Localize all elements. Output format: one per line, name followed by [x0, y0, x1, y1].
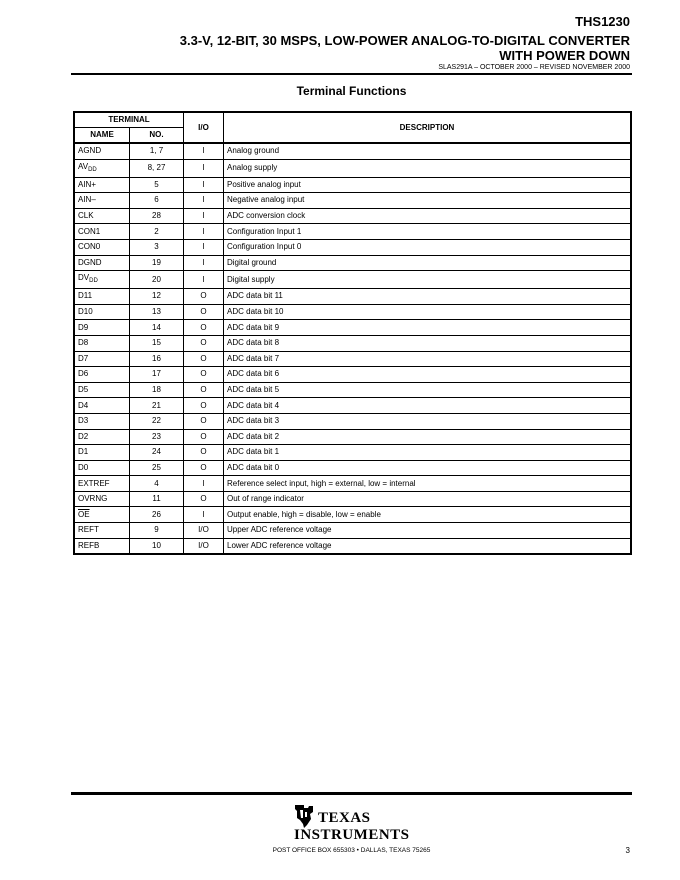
terminal-number: 26: [130, 507, 184, 523]
table-row: [74, 351, 631, 367]
terminal-io: O: [184, 491, 224, 507]
table-row: [74, 382, 631, 398]
terminal-name: $AV_{DD}$: [74, 159, 130, 177]
terminal-description: Configuration Input 1: [224, 224, 632, 240]
ti-logo-icon: [292, 803, 316, 829]
footer-address: POST OFFICE BOX 655303 • DALLAS, TEXAS 75265: [272, 847, 431, 854]
table-row: [74, 304, 631, 320]
terminal-description: ADC data bit 5: [224, 382, 632, 398]
terminal-number: 22: [130, 413, 184, 429]
terminal-name: D6: [74, 367, 130, 383]
table-row: [74, 460, 631, 476]
terminal-number: 18: [130, 382, 184, 398]
table-row: [74, 224, 631, 240]
terminal-name: $DV_{DD}$: [74, 271, 130, 289]
terminal-description: Upper ADC reference voltage: [224, 523, 632, 539]
terminal-number: 17: [130, 367, 184, 383]
terminal-name: D10: [74, 304, 130, 320]
terminal-name: CON1: [74, 224, 130, 240]
terminal-name: D1: [74, 445, 130, 461]
terminal-description: ADC data bit 0: [224, 460, 632, 476]
terminal-description: ADC conversion clock: [224, 208, 632, 224]
table-row: [74, 177, 631, 193]
terminal-io: O: [184, 429, 224, 445]
table-row: [74, 523, 631, 539]
terminal-description: ADC data bit 7: [224, 351, 632, 367]
terminal-group-header: TERMINAL: [74, 112, 184, 128]
terminal-number: 19: [130, 255, 184, 271]
table-row: [74, 271, 631, 289]
terminal-number: 24: [130, 445, 184, 461]
logo-text-instruments: INSTRUMENTS: [294, 827, 410, 843]
terminal-description: ADC data bit 8: [224, 335, 632, 351]
terminal-io: I: [184, 507, 224, 523]
terminal-name: AGND: [74, 143, 130, 159]
terminal-description: ADC data bit 1: [224, 445, 632, 461]
number-column-header: NO.: [130, 128, 184, 144]
terminal-io: I: [184, 208, 224, 224]
footer-rule: [71, 792, 632, 795]
terminal-number: 11: [130, 491, 184, 507]
terminal-name: REFB: [74, 538, 130, 554]
terminal-description: Analog supply: [224, 159, 632, 177]
terminal-number: 2: [130, 224, 184, 240]
terminal-name: D8: [74, 335, 130, 351]
table-body: [74, 143, 631, 554]
terminal-number: 13: [130, 304, 184, 320]
terminal-io: I: [184, 239, 224, 255]
terminal-io: O: [184, 382, 224, 398]
terminal-io: I/O: [184, 523, 224, 539]
terminal-io: O: [184, 413, 224, 429]
terminal-name: D7: [74, 351, 130, 367]
terminal-name: CLK: [74, 208, 130, 224]
terminal-name: OVRNG: [74, 491, 130, 507]
terminal-number: 25: [130, 460, 184, 476]
terminal-io: O: [184, 304, 224, 320]
terminal-number: 1, 7: [130, 143, 184, 159]
terminal-name: DGND: [74, 255, 130, 271]
part-number: THS1230: [575, 14, 630, 29]
terminal-name: $\overline{OE}$: [74, 507, 130, 523]
terminal-number: 21: [130, 398, 184, 414]
description-column-header: DESCRIPTION: [224, 112, 632, 143]
terminal-io: I/O: [184, 538, 224, 554]
terminal-io: O: [184, 460, 224, 476]
terminal-number: 12: [130, 289, 184, 305]
terminal-name: D4: [74, 398, 130, 414]
terminal-io: I: [184, 177, 224, 193]
terminal-description: Negative analog input: [224, 193, 632, 209]
table-row: [74, 398, 631, 414]
terminal-number: 9: [130, 523, 184, 539]
terminal-description: Positive analog input: [224, 177, 632, 193]
table-row: [74, 476, 631, 492]
terminal-description: Out of range indicator: [224, 491, 632, 507]
table-row: [74, 335, 631, 351]
terminal-description: Digital ground: [224, 255, 632, 271]
terminal-io: O: [184, 398, 224, 414]
terminal-name: D11: [74, 289, 130, 305]
terminal-io: I: [184, 476, 224, 492]
table-row: [74, 289, 631, 305]
terminal-number: 23: [130, 429, 184, 445]
terminal-number: 5: [130, 177, 184, 193]
table-row: [74, 143, 631, 159]
terminal-functions-table: [73, 111, 632, 555]
terminal-description: ADC data bit 11: [224, 289, 632, 305]
terminal-name: D9: [74, 320, 130, 336]
document-title-line2: WITH POWER DOWN: [499, 48, 630, 63]
terminal-description: Analog ground: [224, 143, 632, 159]
terminal-io: O: [184, 320, 224, 336]
table-row: [74, 491, 631, 507]
table-row: [74, 445, 631, 461]
terminal-name: D2: [74, 429, 130, 445]
terminal-number: 4: [130, 476, 184, 492]
table-row: [74, 413, 631, 429]
terminal-name: REFT: [74, 523, 130, 539]
terminal-name: CON0: [74, 239, 130, 255]
terminal-number: 14: [130, 320, 184, 336]
terminal-number: 6: [130, 193, 184, 209]
table-row: [74, 159, 631, 177]
terminal-name: AIN+: [74, 177, 130, 193]
terminal-io: O: [184, 289, 224, 305]
document-title-line1: 3.3-V, 12-BIT, 30 MSPS, LOW-POWER ANALOG-TO-DIGITAL CONVERTER: [179, 33, 630, 48]
terminal-description: Reference select input, high = external, low = internal: [224, 476, 632, 492]
terminal-description: ADC data bit 4: [224, 398, 632, 414]
table-row: [74, 208, 631, 224]
terminal-description: Output enable, high = disable, low = enable: [224, 507, 632, 523]
terminal-io: O: [184, 367, 224, 383]
table-row: [74, 239, 631, 255]
page-number: 3: [625, 846, 630, 855]
terminal-number: 20: [130, 271, 184, 289]
table-row: [74, 255, 631, 271]
terminal-description: Digital supply: [224, 271, 632, 289]
terminal-name: D0: [74, 460, 130, 476]
terminal-io: I: [184, 143, 224, 159]
terminal-number: 28: [130, 208, 184, 224]
terminal-number: 15: [130, 335, 184, 351]
terminal-description: ADC data bit 3: [224, 413, 632, 429]
table-row: [74, 538, 631, 554]
terminal-io: O: [184, 445, 224, 461]
terminal-number: 16: [130, 351, 184, 367]
terminal-name: D5: [74, 382, 130, 398]
terminal-io: I: [184, 271, 224, 289]
terminal-number: 3: [130, 239, 184, 255]
logo-text-texas: TEXAS: [318, 810, 371, 826]
terminal-io: I: [184, 159, 224, 177]
terminal-io: O: [184, 351, 224, 367]
terminal-io: O: [184, 335, 224, 351]
terminal-description: ADC data bit 9: [224, 320, 632, 336]
terminal-name: EXTREF: [74, 476, 130, 492]
terminal-number: 8, 27: [130, 159, 184, 177]
header-rule: [71, 73, 632, 75]
texas-instruments-logo: [290, 803, 420, 843]
terminal-description: Lower ADC reference voltage: [224, 538, 632, 554]
table-row: [74, 507, 631, 523]
terminal-description: ADC data bit 6: [224, 367, 632, 383]
terminal-io: I: [184, 193, 224, 209]
terminal-number: 10: [130, 538, 184, 554]
table-row: [74, 429, 631, 445]
terminal-description: ADC data bit 10: [224, 304, 632, 320]
terminal-name: AIN–: [74, 193, 130, 209]
table-row: [74, 367, 631, 383]
name-column-header: NAME: [74, 128, 130, 144]
terminal-name: D3: [74, 413, 130, 429]
terminal-description: Configuration Input 0: [224, 239, 632, 255]
terminal-description: ADC data bit 2: [224, 429, 632, 445]
terminal-io: I: [184, 255, 224, 271]
section-title: Terminal Functions: [296, 84, 407, 98]
document-id: SLAS291A – OCTOBER 2000 – REVISED NOVEMBER 2000: [438, 64, 630, 71]
table-row: [74, 193, 631, 209]
table-row: [74, 320, 631, 336]
terminal-io: I: [184, 224, 224, 240]
io-column-header: I/O: [184, 112, 224, 143]
